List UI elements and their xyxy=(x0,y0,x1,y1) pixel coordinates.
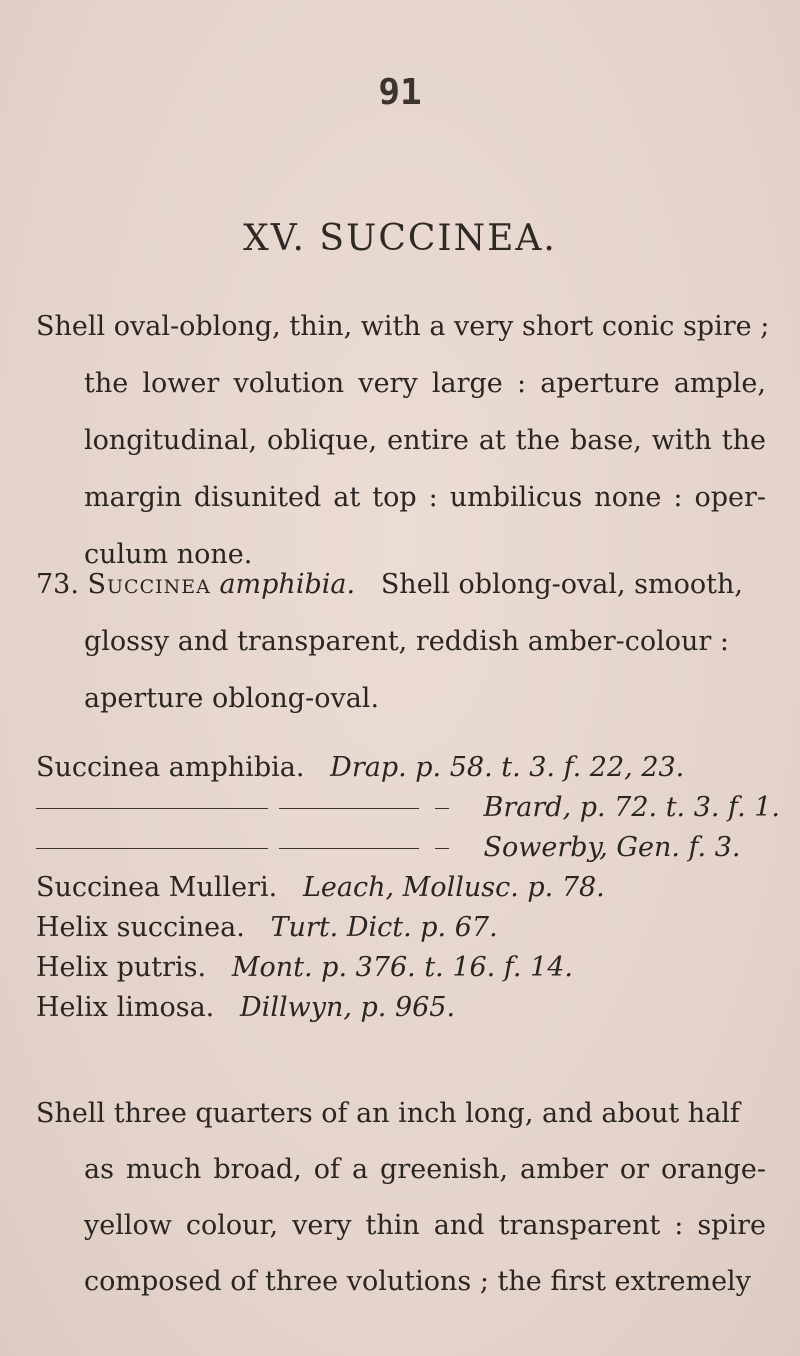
synonym-reference: Mont. p. 376. t. 16. f. 14. xyxy=(231,952,573,983)
synonym-row xyxy=(36,988,766,1028)
species-epithet: amphibia. xyxy=(219,569,356,600)
synonym-row xyxy=(36,748,766,788)
description-rest: as much broad, of a greenish, amber or orange-yellow colour, very thin and transparent : spire composed of three volutions ; the first extremely xyxy=(84,1154,766,1297)
synonym-reference: Dillwyn, p. 965. xyxy=(240,992,456,1023)
synonym-reference: Drap. p. 58. t. 3. f. 22, 23. xyxy=(330,752,685,783)
page-number: 91 xyxy=(378,72,422,113)
synonym-row xyxy=(36,788,781,828)
synonym-reference: Turt. Dict. p. 67. xyxy=(270,912,498,943)
synonym-row xyxy=(36,828,766,868)
synonym-row xyxy=(36,948,766,988)
ditto-dash xyxy=(36,808,268,809)
ditto-dash xyxy=(36,848,268,849)
species-entry xyxy=(36,556,766,727)
synonym-name: Helix limosa. xyxy=(36,992,215,1023)
description-line1: Shell three quarters of an inch long, and about half xyxy=(36,1098,740,1129)
synonym-reference: Leach, Mollusc. p. 78. xyxy=(302,872,605,903)
species-description-rest: glossy and transparent, reddish amber-colour : aperture oblong-oval. xyxy=(84,626,729,714)
ditto-dash xyxy=(279,848,419,849)
section-title: XV. SUCCINEA. xyxy=(243,218,557,259)
synonym-row xyxy=(36,908,766,948)
synonymy-list xyxy=(36,748,781,1028)
synonym-name: Succinea amphibia. xyxy=(36,752,305,783)
synonym-reference: Brard, p. 72. t. 3. f. 1. xyxy=(483,792,781,823)
ditto-dash xyxy=(435,808,449,809)
synonym-name: Succinea Mulleri. xyxy=(36,872,278,903)
ditto-dash xyxy=(279,808,419,809)
genus-description-rest: the lower volution very large : aperture ample, longitudinal, oblique, entire at the base, with the margin disunited at top : umbilicus none : oper-culum none. xyxy=(84,368,766,570)
species-detail-description xyxy=(36,1086,766,1310)
species-genus: Succinea xyxy=(87,569,211,600)
species-description-first: Shell oblong-oval, smooth, xyxy=(380,569,743,600)
synonym-reference: Sowerby, Gen. f. 3. xyxy=(483,832,741,863)
species-number: 73. xyxy=(36,569,79,600)
synonym-name: Helix putris. xyxy=(36,952,207,983)
genus-description xyxy=(36,298,770,583)
ditto-dash xyxy=(435,848,449,849)
synonym-row xyxy=(36,868,766,908)
genus-description-line1: Shell oval-oblong, thin, with a very short conic spire ; xyxy=(36,311,770,342)
synonym-name: Helix succinea. xyxy=(36,912,245,943)
